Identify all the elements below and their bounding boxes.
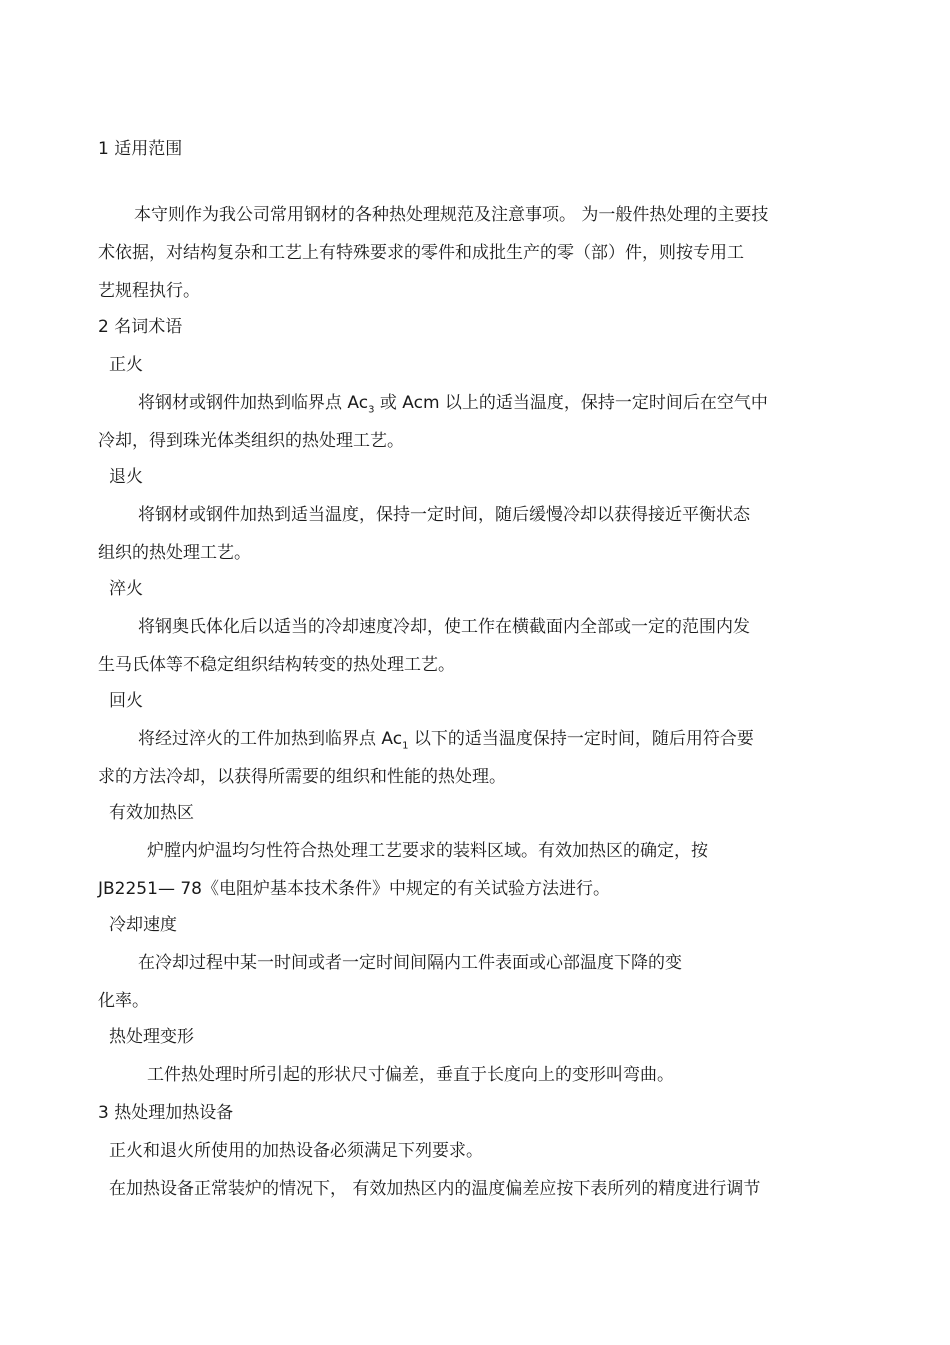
term-definition-cooling-rate-line-2: 化率。 xyxy=(98,991,149,1011)
term-heading-quenching: 淬火 xyxy=(109,579,143,599)
term-heading-heat-treatment-distortion: 热处理变形 xyxy=(109,1027,194,1047)
scope-paragraph-line-3: 艺规程执行。 xyxy=(98,281,200,301)
term-heading-cooling-rate: 冷却速度 xyxy=(109,915,177,935)
section-heading-scope: 1 适用范围 xyxy=(98,139,183,159)
term-definition-effective-heating-zone-line-2: JB2251— 78《电阻炉基本技术条件》中规定的有关试验方法进行。 xyxy=(98,879,610,899)
term-heading-normalizing: 正火 xyxy=(109,355,143,375)
term-definition-quenching-line-2: 生马氏体等不稳定组织结构转变的热处理工艺。 xyxy=(98,655,455,675)
scope-paragraph-line-2: 术依据，对结构复杂和工艺上有特殊要求的零件和成批生产的零（部）件，则按专用工 xyxy=(98,243,744,263)
equipment-line-2: 在加热设备正常装炉的情况下， 有效加热区内的温度偏差应按下表所列的精度进行调节 xyxy=(109,1179,761,1199)
term-heading-annealing: 退火 xyxy=(109,467,143,487)
term-definition-cooling-rate-line-1: 在冷却过程中某一时间或者一定时间间隔内工件表面或心部温度下降的变 xyxy=(138,953,682,973)
term-definition-quenching-line-1: 将钢奥氏体化后以适当的冷却速度冷却，使工作在横截面内全部或一定的范围内发 xyxy=(138,617,750,637)
term-definition-tempering-line-1: 将经过淬火的工件加热到临界点 $Ac_1$ 以下的适当温度保持一定时间，随后用符合要 xyxy=(138,729,754,752)
term-definition-normalizing-line-1: 将钢材或钢件加热到临界点 $Ac_3$ 或 Acm 以上的适当温度，保持一定时间后在空气中 xyxy=(138,393,768,416)
term-heading-effective-heating-zone: 有效加热区 xyxy=(109,803,194,823)
scope-paragraph-line-1: 本守则作为我公司常用钢材的各种热处理规范及注意事项。 为一般件热处理的主要技 xyxy=(134,205,769,225)
equipment-line-1: 正火和退火所使用的加热设备必须满足下列要求。 xyxy=(109,1141,483,1161)
term-definition-heat-treatment-distortion: 工件热处理时所引起的形状尺寸偏差，垂直于长度向上的变形叫弯曲。 xyxy=(147,1065,674,1085)
section-heading-heating-equipment: 3 热处理加热设备 xyxy=(98,1103,234,1123)
section-heading-terms: 2 名词术语 xyxy=(98,317,183,337)
term-definition-annealing-line-2: 组织的热处理工艺。 xyxy=(98,543,251,563)
term-definition-annealing-line-1: 将钢材或钢件加热到适当温度，保持一定时间，随后缓慢冷却以获得接近平衡状态 xyxy=(138,505,750,525)
term-heading-tempering: 回火 xyxy=(109,691,143,711)
term-definition-normalizing-line-2: 冷却，得到珠光体类组织的热处理工艺。 xyxy=(98,431,404,451)
term-definition-tempering-line-2: 求的方法冷却，以获得所需要的组织和性能的热处理。 xyxy=(98,767,506,787)
term-definition-effective-heating-zone-line-1: 炉膛内炉温均匀性符合热处理工艺要求的装料区域。有效加热区的确定，按 xyxy=(147,841,708,861)
